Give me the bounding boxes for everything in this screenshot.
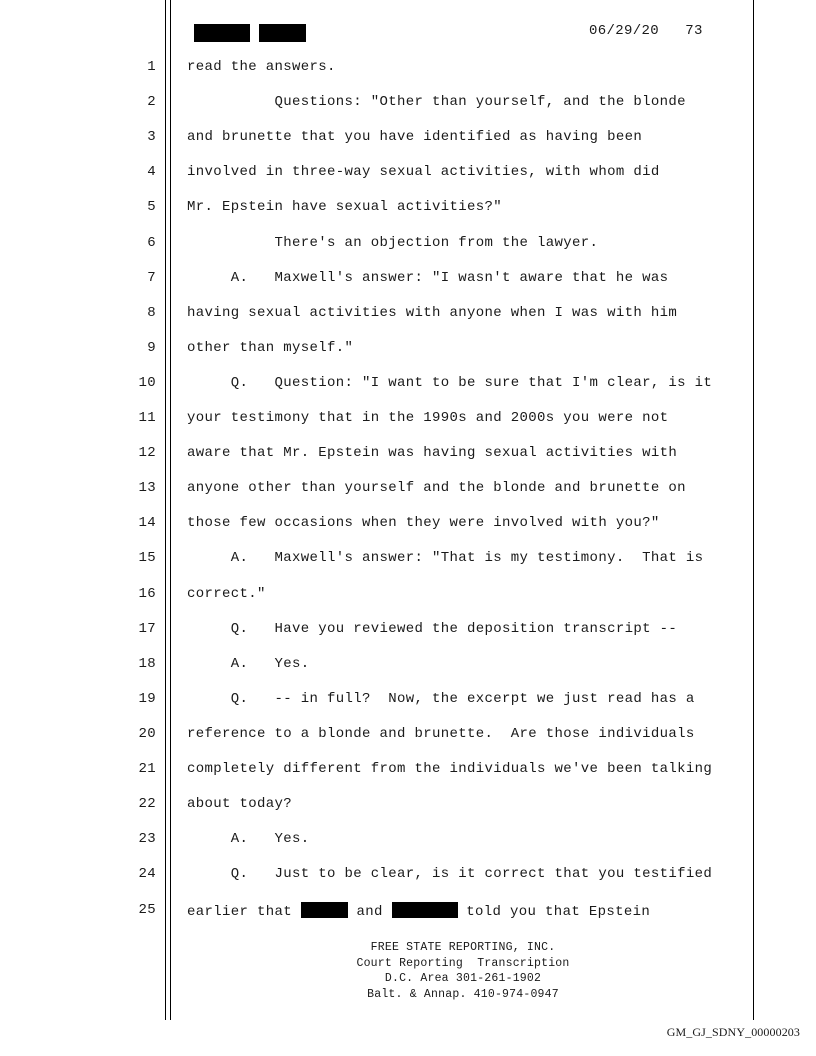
line-number: 17 [138,621,156,637]
line-number: 12 [138,445,156,461]
line-text: correct." [187,586,266,602]
transcript-line [0,340,816,375]
line-text: Q. Have you reviewed the deposition transcript -- [187,621,678,637]
header-redaction-1 [194,24,250,42]
line-text: Q. Question: "I want to be sure that I'm clear, is it [187,375,713,391]
line-text: A. Maxwell's answer: "I wasn't aware that he was [187,270,669,286]
transcript-line [0,94,816,129]
header-redaction-2 [259,24,306,42]
inline-redaction [301,902,348,918]
transcript-line [0,129,816,164]
transcript-line [0,199,816,234]
line-number: 16 [138,586,156,602]
line-number: 19 [138,691,156,707]
transcript-line [0,761,816,796]
transcript-line [0,656,816,691]
line-text: Q. Just to be clear, is it correct that you testified [187,866,713,882]
line-text-part2: and [347,904,392,920]
line-text: completely different from the individuals we've been talking [187,761,713,777]
line-number: 14 [138,515,156,531]
bates-number: GM_GJ_SDNY_00000203 [666,1025,800,1039]
line-text: reference to a blonde and brunette. Are those individuals [187,726,695,742]
transcript-line [0,480,816,515]
line-text: A. Maxwell's answer: "That is my testimony. That is [187,550,704,566]
transcript-line [0,270,816,305]
transcript-line [0,410,816,445]
line-number: 1 [147,59,156,75]
line-text: There's an objection from the lawyer. [187,235,599,251]
footer-dc-phone: D.C. Area 301-261-1902 [384,972,542,985]
line-number: 4 [147,164,156,180]
transcript-line [0,235,816,270]
footer-balt-phone: Balt. & Annap. 410-974-0947 [367,987,559,1001]
header-date: 06/29/20 [589,23,660,39]
line-number: 24 [138,866,156,882]
line-text: having sexual activities with anyone when I was with him [187,305,678,321]
transcript-line [0,831,816,866]
line-number: 8 [147,305,156,321]
transcript-line [0,866,816,901]
transcript-line [0,550,816,585]
transcript-line [0,375,816,410]
line-number: 7 [147,270,156,286]
transcript-line [0,691,816,726]
line-text [187,902,650,920]
line-text: anyone other than yourself and the blonde and brunette on [187,480,686,496]
transcript-line [0,621,816,656]
footer-company: FREE STATE REPORTING, INC. [370,941,556,954]
line-text: other than myself." [187,340,354,356]
line-text-part3: told you that Epstein [457,904,651,920]
line-number: 6 [147,235,156,251]
header-date-page [589,23,703,39]
transcript-line [0,586,816,621]
line-text: aware that Mr. Epstein was having sexual activities with [187,445,678,461]
inline-redaction [392,902,458,918]
transcript-line [0,445,816,480]
line-text: involved in three-way sexual activities, with whom did [187,164,660,180]
transcript-line [0,902,816,937]
line-text: read the answers. [187,59,336,75]
transcript-line [0,164,816,199]
line-number: 2 [147,94,156,110]
line-text: about today? [187,796,293,812]
transcript-line [0,796,816,831]
line-text: and brunette that you have identified as having been [187,129,643,145]
transcript-line [0,726,816,761]
line-number: 11 [138,410,156,426]
line-text: Mr. Epstein have sexual activities?" [187,199,503,215]
reporting-footer [0,940,816,1002]
line-number: 3 [147,129,156,145]
line-text: those few occasions when they were involved with you?" [187,515,660,531]
line-number: 20 [138,726,156,742]
line-number: 13 [138,480,156,496]
line-text: A. Yes. [187,831,310,847]
footer-service: Court Reporting Transcription [356,956,570,970]
line-number: 25 [138,902,156,918]
line-number: 5 [147,199,156,215]
line-text: Q. -- in full? Now, the excerpt we just read has a [187,691,695,707]
line-text-part1: earlier that [187,904,301,920]
line-number: 22 [138,796,156,812]
transcript-line [0,59,816,94]
line-number: 23 [138,831,156,847]
line-number: 21 [138,761,156,777]
transcript-line [0,305,816,340]
header-page-number: 73 [685,23,703,39]
line-text: Questions: "Other than yourself, and the blonde [187,94,686,110]
line-number: 9 [147,340,156,356]
line-number: 10 [138,375,156,391]
transcript-line [0,515,816,550]
line-text: your testimony that in the 1990s and 2000s you were not [187,410,669,426]
line-number: 18 [138,656,156,672]
line-text: A. Yes. [187,656,310,672]
line-number: 15 [138,550,156,566]
